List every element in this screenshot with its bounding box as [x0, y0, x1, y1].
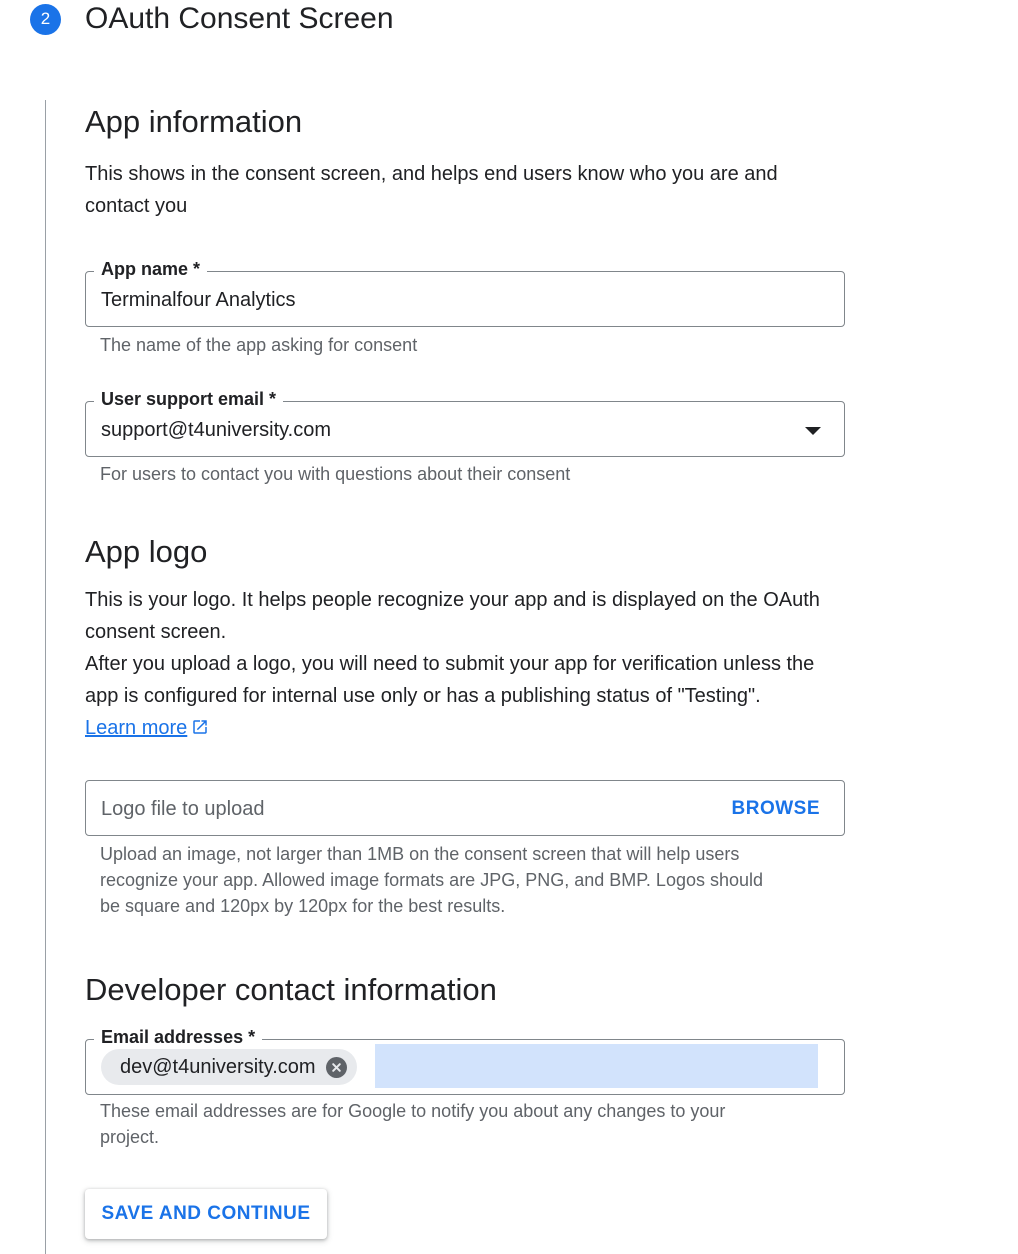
description-line: app is configured for internal use only or has a publishing status of "Testing".	[85, 685, 761, 707]
email-addresses-input[interactable]	[375, 1044, 818, 1088]
app-information-heading: App information	[85, 104, 303, 139]
description-line: This is your logo. It helps people recognize your app and is displayed on the OAuth	[85, 589, 820, 611]
hint-line: project.	[100, 1127, 160, 1147]
hint-line: These email addresses are for Google to notify you about any changes to your	[100, 1101, 726, 1121]
dropdown-arrow-icon[interactable]	[805, 427, 821, 435]
app-name-field[interactable]	[85, 259, 845, 327]
email-addresses-label: Email addresses *	[94, 1027, 262, 1048]
open-in-new-icon[interactable]	[191, 714, 209, 746]
cancel-icon[interactable]	[326, 1057, 347, 1078]
app-name-input[interactable]: Terminalfour Analytics	[101, 289, 296, 311]
description-line: This shows in the consent screen, and helps end users know who you are and	[85, 163, 778, 185]
hint-line: Upload an image, not larger than 1MB on the consent screen that will help users	[100, 844, 740, 864]
logo-upload-field[interactable]	[85, 780, 845, 836]
developer-contact-heading: Developer contact information	[85, 972, 497, 1007]
email-chip	[101, 1049, 357, 1085]
email-chip-label: dev@t4university.com	[120, 1055, 316, 1078]
step-number-badge: 2	[30, 4, 61, 35]
description-line: consent screen.	[85, 621, 227, 643]
app-logo-description	[85, 584, 855, 746]
logo-upload-placeholder: Logo file to upload	[101, 798, 265, 820]
learn-more-row	[85, 712, 855, 746]
step-header	[30, 2, 394, 36]
browse-button[interactable]: BROWSE	[731, 798, 820, 819]
app-logo-heading: App logo	[85, 534, 208, 569]
learn-more-link[interactable]: Learn more	[85, 717, 188, 739]
user-support-email-value: support@t4university.com	[101, 419, 332, 441]
stepper-line	[45, 100, 46, 1254]
description-line: contact you	[85, 195, 188, 217]
app-information-description	[85, 158, 855, 222]
user-support-email-select[interactable]	[85, 389, 845, 457]
app-name-label: App name *	[94, 259, 207, 280]
app-name-hint: The name of the app asking for consent	[100, 335, 418, 355]
description-line: After you upload a logo, you will need to submit your app for verification unless the	[85, 653, 815, 675]
hint-line: be square and 120px by 120px for the best results.	[100, 896, 506, 916]
hint-line: recognize your app. Allowed image formats are JPG, PNG, and BMP. Logos should	[100, 870, 764, 890]
logo-upload-hint	[100, 841, 820, 919]
user-support-email-hint: For users to contact you with questions about their consent	[100, 464, 571, 484]
email-addresses-hint	[100, 1098, 820, 1150]
save-and-continue-button[interactable]: SAVE AND CONTINUE	[85, 1189, 327, 1239]
step-title: OAuth Consent Screen	[85, 2, 394, 35]
email-addresses-field[interactable]	[85, 1027, 845, 1095]
user-support-email-label: User support email *	[94, 389, 283, 410]
